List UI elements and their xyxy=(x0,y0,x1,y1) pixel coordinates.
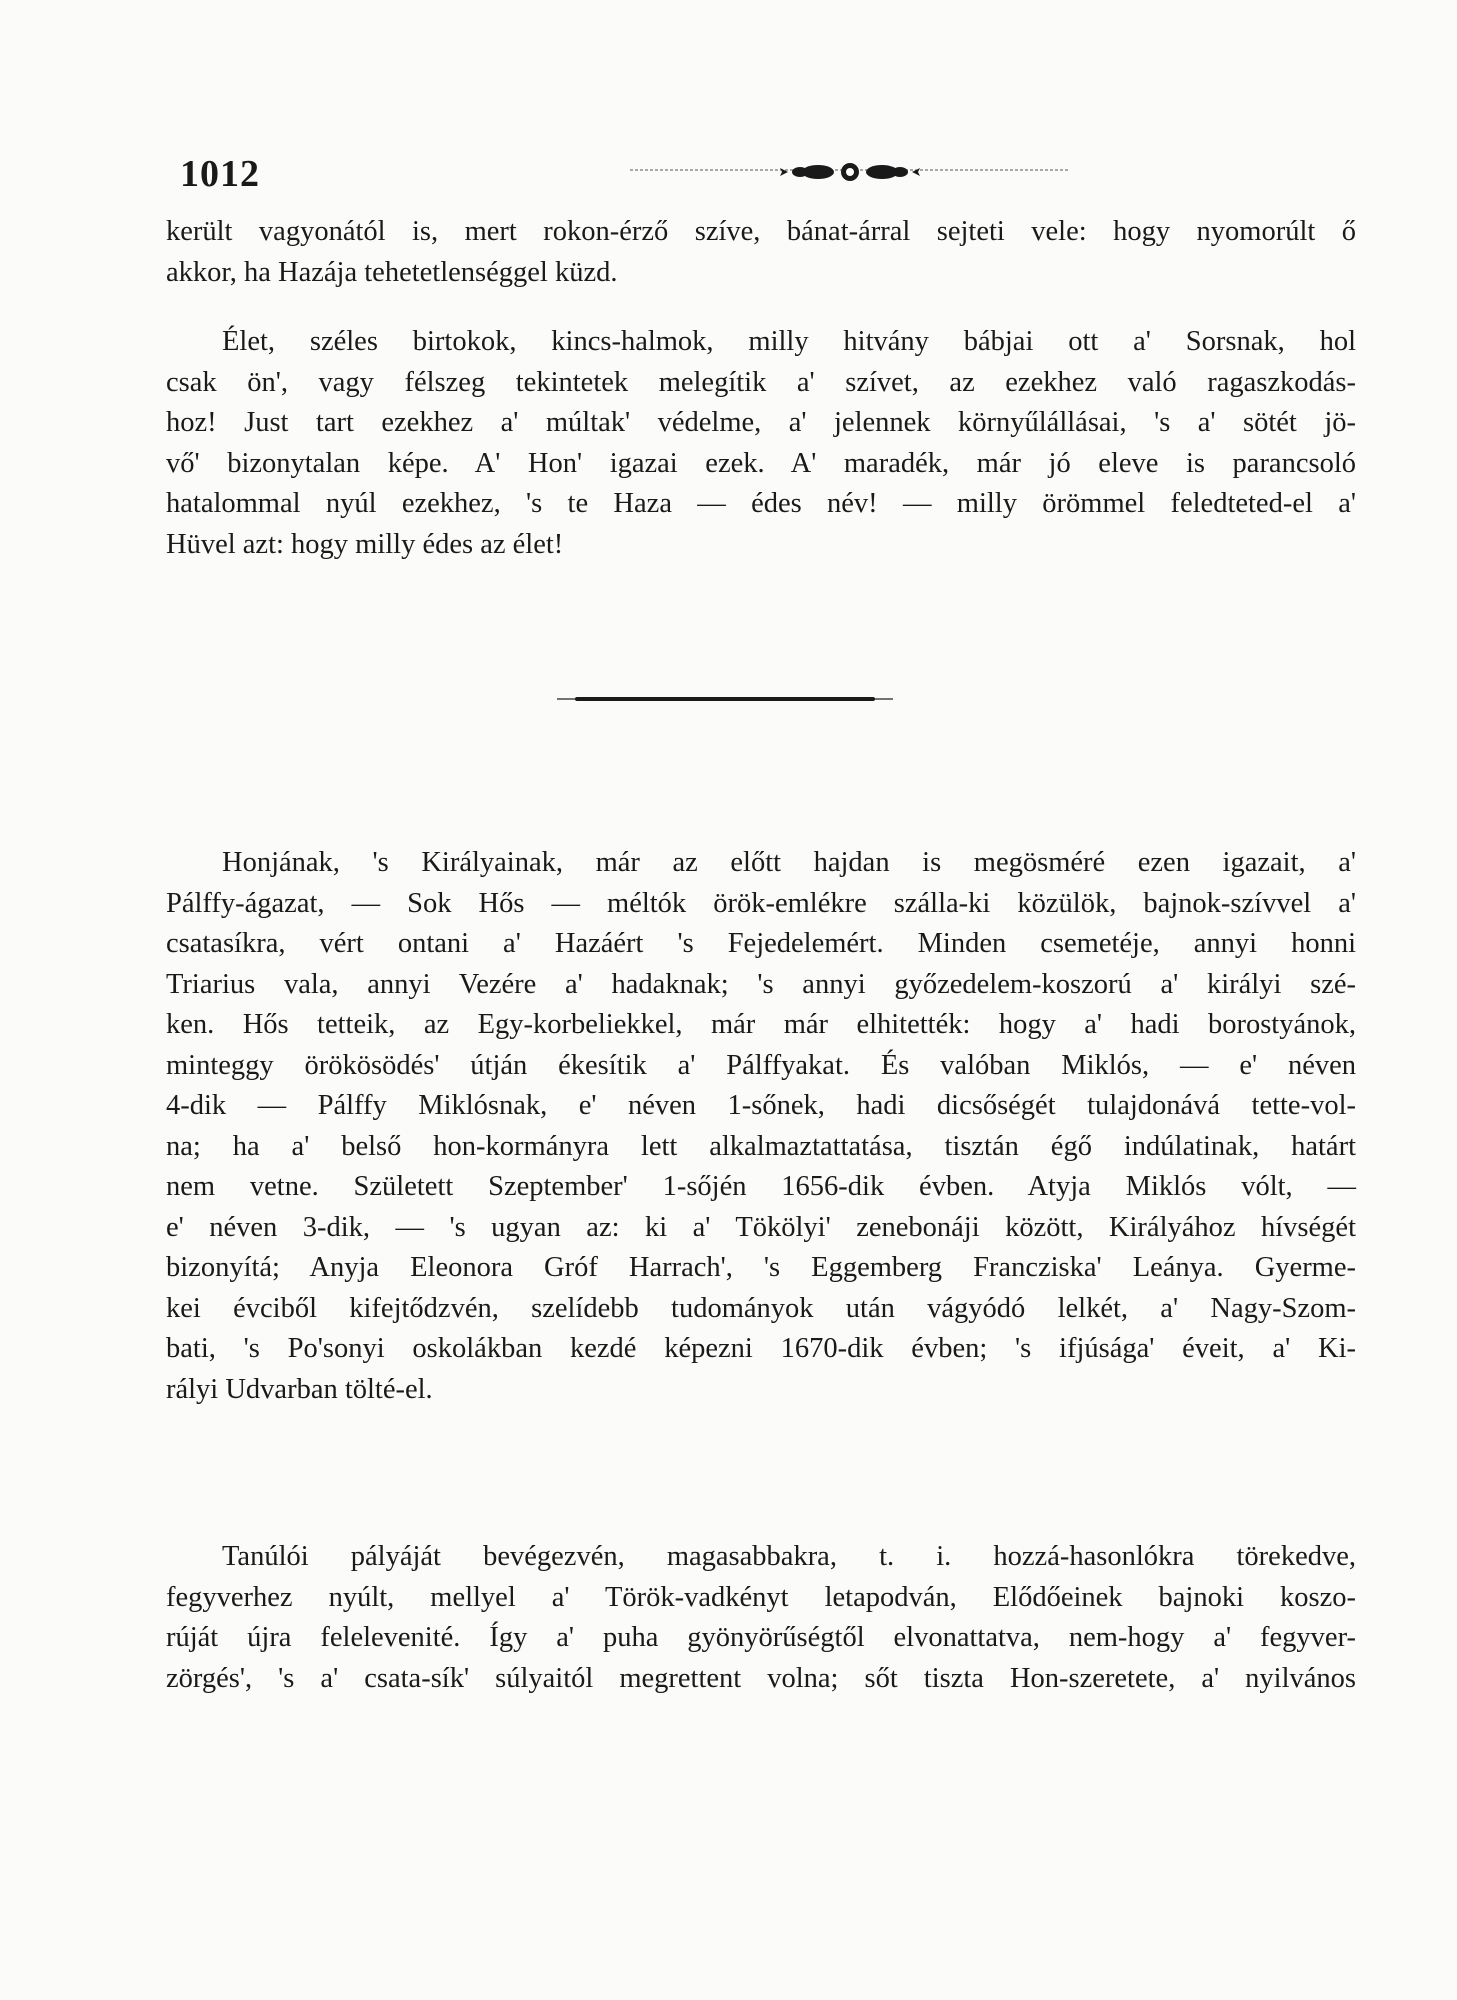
text-line: Triarius vala, annyi Vezére a' hadaknak; 's annyi győzedelem-koszorú a' királyi szé- xyxy=(166,968,1356,1000)
paragraph-honjanak xyxy=(166,843,1356,1410)
header-ornament-icon xyxy=(630,158,1070,188)
text-line: 4-dik — Pálffy Miklósnak, e' néven 1-sőnek, hadi dicsőségét tulajdonává tette-vol- xyxy=(166,1090,1356,1121)
text-line: kei évciből kifejtődzvén, szelídebb tudományok után vágyódó lelkét, a' Nagy-Szom- xyxy=(166,1292,1356,1324)
text-line: vő' bizonytalan képe. A' Hon' igazai ezek. A' maradék, már jó eleve is parancsoló xyxy=(166,447,1356,479)
text-line: nem vetne. Született Szeptember' 1-sőjén 1656-dik évben. Atyja Miklós vólt, — xyxy=(166,1171,1356,1202)
text-line: került vagyonától is, mert rokon-érző szíve, bánat-árral sejteti vele: hogy nyomorúlt ő xyxy=(166,216,1356,247)
page-number: 1012 xyxy=(180,153,260,195)
paragraph-elet xyxy=(166,322,1356,565)
text-line: csak ön', vagy félszeg tekintetek melegítik a' szívet, az ezekhez való ragaszkodás- xyxy=(166,366,1356,398)
text-line: rúját újra felelevenité. Így a' puha gyönyörűségtől elvonattatva, nem-hogy a' fegyver- xyxy=(166,1622,1356,1653)
text-line: csatasíkra, vért ontani a' Hazáért 's Fejedelemért. Minden csemetéje, annyi honni xyxy=(166,928,1356,959)
text-line: bati, 's Po'sonyi oskolákban kezdé képezni 1670-dik évben; 's ifjúsága' éveit, a' Ki- xyxy=(166,1333,1356,1364)
text-line: Pálffy-ágazat, — Sok Hős — méltók örök-emlékre szálla-ki közülök, bajnok-szívvel a' xyxy=(166,887,1356,919)
text-line: akkor, ha Hazája tehetetlenséggel küzd. xyxy=(166,256,618,288)
text-line: zörgés', 's a' csata-sík' súlyaitól megrettent volna; sőt tiszta Hon-szeretete, a' nyilvános xyxy=(166,1662,1356,1694)
page-header xyxy=(180,150,1360,200)
text-line: rályi Udvarban tölté-el. xyxy=(166,1373,433,1405)
text-line: na; ha a' belső hon-kormányra lett alkalmaztattatása, tisztán égő indúlatinak, határt xyxy=(166,1130,1356,1162)
text-line: bizonyítá; Anyja Eleonora Gróf Harrach', 's Eggemberg Francziska' Leánya. Gyermе- xyxy=(166,1252,1356,1283)
paragraph-continuation xyxy=(166,212,1356,293)
text-line: e' néven 3-dik, — 's ugyan az: ki a' Tökölyi' zenebonáji között, Királyához hívségét xyxy=(166,1211,1356,1243)
section-divider xyxy=(575,697,875,701)
text-line: Honjának, 's Királyainak, már az előtt hajdan is megösméré ezen igazait, a' xyxy=(222,847,1356,878)
text-line: Tanúlói pályáját bevégezvén, magasabbakra, t. i. hozzá-hasonlókra törekedve, xyxy=(222,1541,1356,1572)
paragraph-tanuloi xyxy=(166,1537,1356,1699)
text-line: Hüvel azt: hogy milly édes az élet! xyxy=(166,528,564,560)
text-line: hoz! Just tart ezekhez a' múltak' védelme, a' jelennek környűlállásai, 's a' sötét jö- xyxy=(166,407,1356,438)
text-line: Élet, széles birtokok, kincs-halmok, milly hitvány bábjai ott a' Sorsnak, hol xyxy=(222,326,1356,357)
text-line: hatalommal nyúl ezekhez, 's te Haza — édes név! — milly örömmel feledteted-el a' xyxy=(166,488,1356,519)
text-line: minteggy örökösödés' útján ékesítik a' Pálffyakat. És valóban Miklós, — e' néven xyxy=(166,1049,1356,1081)
text-line: ken. Hős tetteik, az Egy-korbeliekkel, már már elhitették: hogy a' hadi borostyánok, xyxy=(166,1009,1356,1040)
text-line: fegyverhez nyúlt, mellyel a' Török-vadkényt letapodván, Elődőeinek bajnoki koszo- xyxy=(166,1581,1356,1613)
